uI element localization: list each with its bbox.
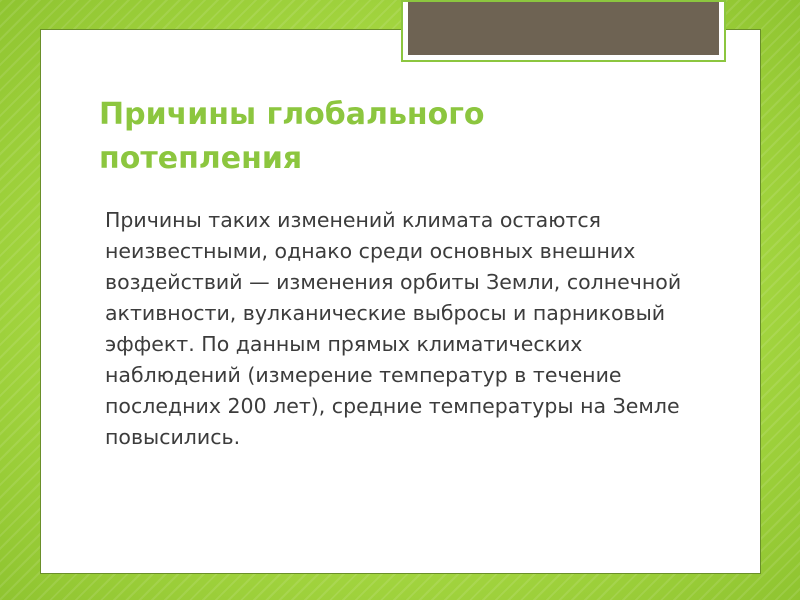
slide-body-text: Причины таких изменений климата остаются неизвестными, однако среди основных внешних воздействий — изменения орбиты Земли, солнечной активности, вулканические выбросы и парниковый эффект. По данным прямых климатических наблюдений (измерение температур в течение последних 200 лет), средние температуры на Земле повысились. [105,208,682,449]
slide-title: Причины глобального потепления [99,97,485,176]
decorative-accent-box [401,0,726,62]
decorative-accent-fill [408,2,719,55]
